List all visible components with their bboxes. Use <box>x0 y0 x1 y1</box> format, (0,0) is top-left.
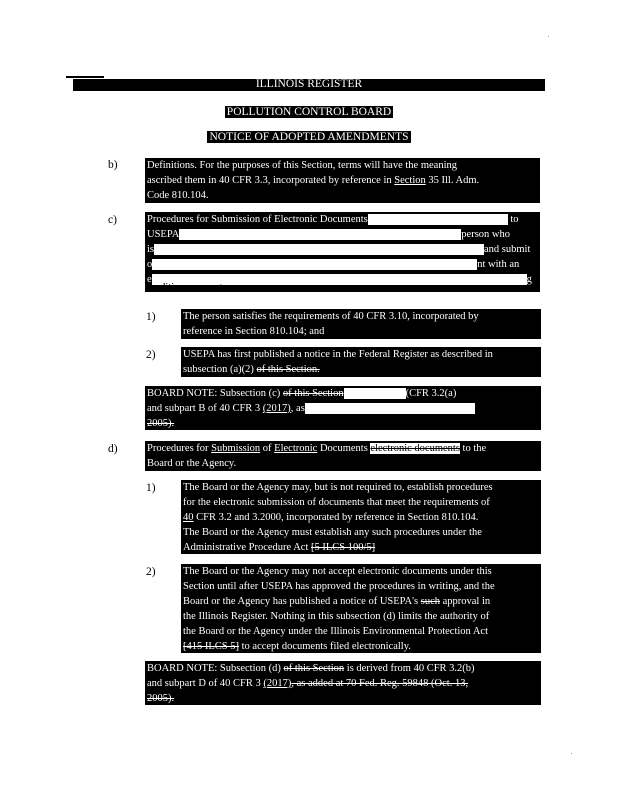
section-d-item-2-block: The Board or the Agency may not accept electronic documents under this Section until after USEPA has approved the procedures in writing, and the Board or the Agency has published a notice of USEPA's such approval in the Illinois Register. Nothing in this subsection (d) limits the authority of the Board or the Agency under the Illinois Environmental Protection Act [415 ILCS 5] to accept documents filed electronically. <box>181 564 541 653</box>
section-c-conditions: conditions are met: <box>145 282 226 293</box>
section-c-item-1-label: 1) <box>146 311 156 323</box>
section-c-item-2-block: USEPA has first published a notice in the Federal Register as described in subsection (a)(2) of this Section. <box>181 347 541 377</box>
section-d-board-note: BOARD NOTE: Subsection (d) of this Section is derived from 40 CFR 3.2(b) and subpart D of 40 CFR 3 (2017), as added at 70 Fed. Reg. 59848 (Oct. 13, 2005). <box>145 661 541 705</box>
section-d-title-block: Procedures for Submission of Electronic Documents electronic documents to the Board or the Agency. <box>145 441 541 471</box>
section-c-board-note: BOARD NOTE: Subsection (c) of this Section (CFR 3.2(a) and subpart B of 40 CFR 3 (2017), as 2005). <box>145 386 541 430</box>
section-c-block: Procedures for Submission of Electronic Documents to USEPA person who is and submit o nt with an e g <box>145 212 540 292</box>
board-title: POLLUTION CONTROL BOARD <box>226 106 392 118</box>
section-d-label: d) <box>108 443 118 455</box>
section-c-label: c) <box>108 214 117 226</box>
section-c-item-2-label: 2) <box>146 349 156 361</box>
register-title: ILLINOIS REGISTER <box>255 78 363 90</box>
section-c-item-1-block: The person satisfies the requirements of 40 CFR 3.10, incorporated by reference in Section 810.104; and <box>181 309 541 339</box>
section-d-item-1-label: 1) <box>146 482 156 494</box>
section-d-item-1-block: The Board or the Agency may, but is not required to, establish procedures for the electronic submission of documents that meet the requirements of 40 CFR 3.2 and 3.2000, incorporated by reference in Section 810.104. The Board or the Agency must establish any such procedures under the Administrative Procedure Act [5 ILCS 100/5] <box>181 480 541 554</box>
section-b-label: b) <box>108 159 118 171</box>
notice-title: NOTICE OF ADOPTED AMENDMENTS <box>209 131 409 143</box>
scan-speck <box>571 753 572 754</box>
section-d-item-2-label: 2) <box>146 566 156 578</box>
section-b-block: Definitions. For the purposes of this Section, terms will have the meaning ascribed them in 40 CFR 3.3, incorporated by reference in Section 35 Ill. Adm. Code 810.104. <box>145 158 540 203</box>
scan-speck <box>548 36 549 37</box>
